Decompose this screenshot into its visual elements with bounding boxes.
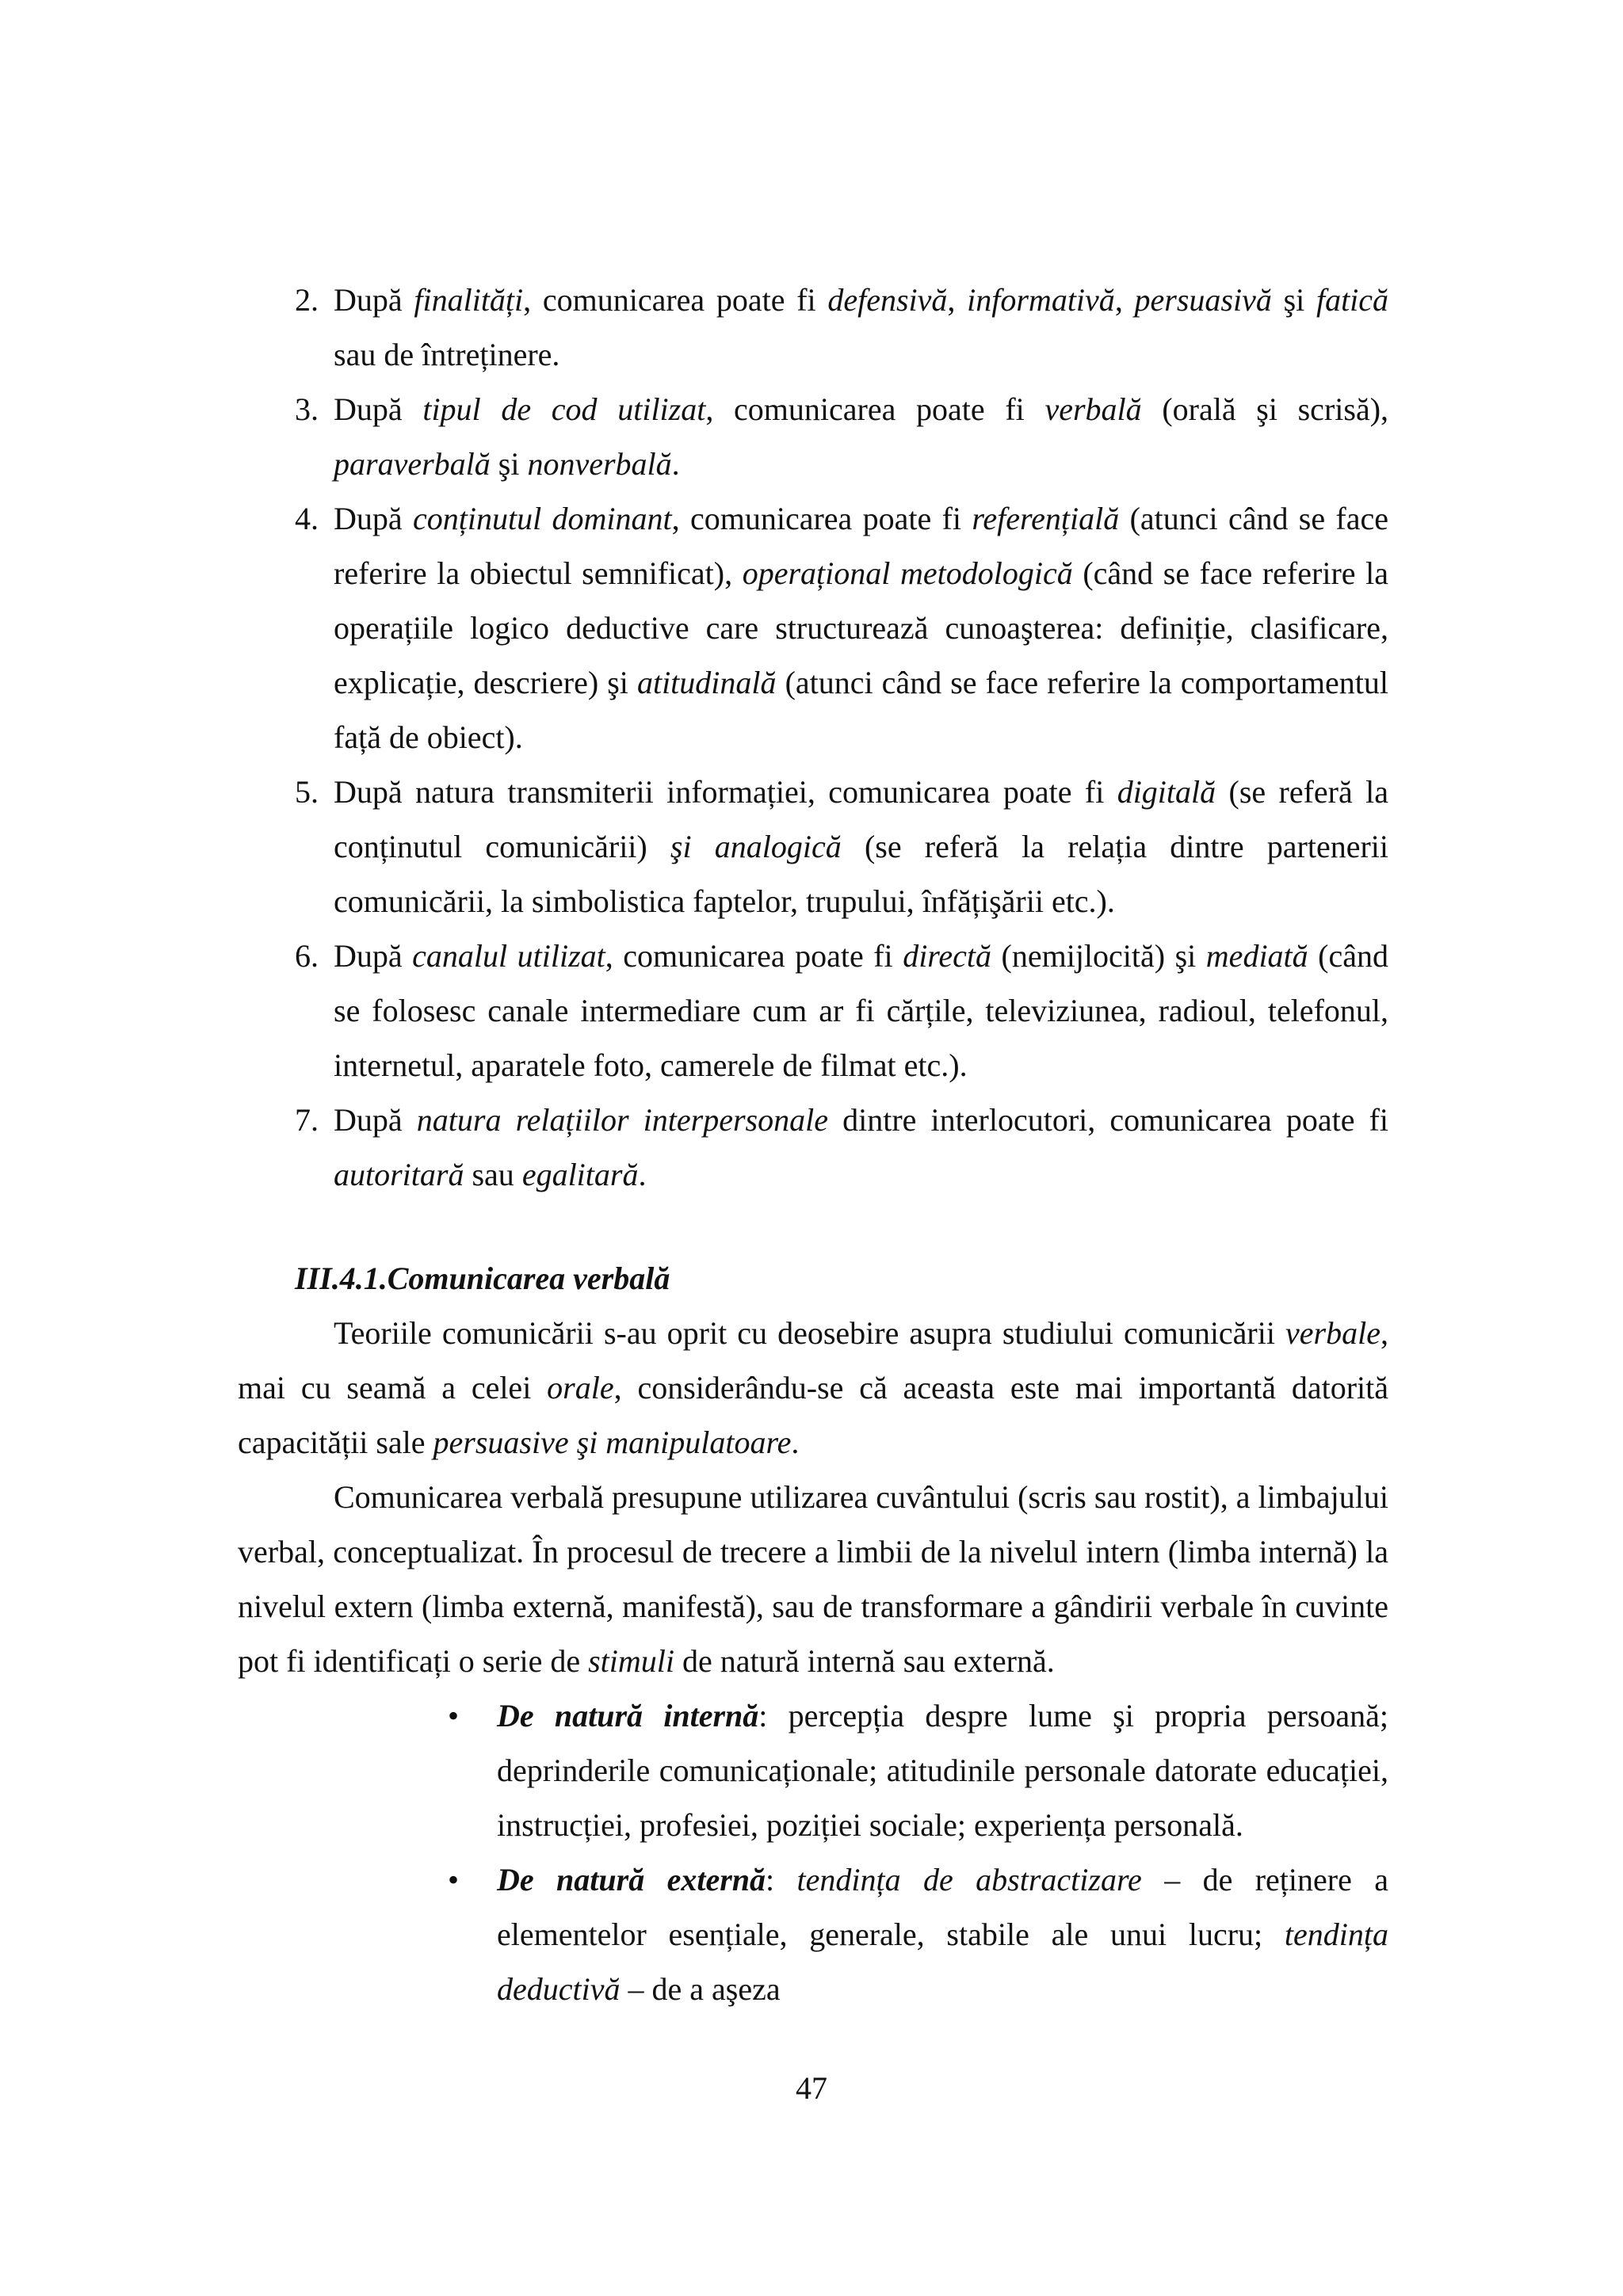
body-paragraph: Teoriile comunicării s-au oprit cu deosebire asupra studiului comunicării verbale, mai cu seamă a celei orale, considerându-se că aceasta este mai importantă datorită capacității sale persuasive şi manipulatoare. — [238, 1315, 1388, 1460]
italic-term: digitală — [1117, 774, 1216, 810]
italic-term: tendința de abstractizare — [796, 1862, 1142, 1897]
list-item-number: 6. — [295, 938, 319, 974]
list-item: 6. După canalul utilizat, comunicarea poate fi directă (nemijlocită) şi mediată (când se folosesc canale intermediare cum ar fi cărțile, televiziunea, radioul, telefonul, internetul, aparatele foto, camerele de filmat etc.). — [238, 929, 1388, 1093]
italic-term: directă — [903, 938, 992, 974]
italic-term: tipul de cod utilizat — [422, 391, 706, 427]
stimuli-bullet-list — [440, 1688, 1388, 2016]
list-item: 3. După tipul de cod utilizat, comunicarea poate fi verbală (orală şi scrisă), paraverbală şi nonverbală. — [238, 382, 1388, 491]
list-item-number: 7. — [295, 1102, 319, 1138]
list-item-number: 2. — [295, 282, 319, 318]
italic-term: stimuli — [588, 1643, 674, 1679]
italic-term: orale — [547, 1370, 614, 1405]
page-content — [238, 273, 1388, 2016]
italic-term: referențială — [972, 501, 1120, 536]
italic-term: şi analogică — [670, 829, 842, 864]
body-paragraphs — [238, 1306, 1388, 1688]
section-heading: III.4.1.Comunicarea verbală — [295, 1261, 670, 1296]
bullet-label: De natură externă — [497, 1862, 766, 1897]
list-item-number: 5. — [295, 774, 319, 810]
italic-term: finalități — [414, 282, 524, 318]
list-item-number: 4. — [295, 501, 319, 536]
list-item: 2. După finalități, comunicarea poate fi defensivă, informativă, persuasivă şi fatică sau de întreținere. — [238, 273, 1388, 382]
italic-term: autoritară — [334, 1157, 464, 1192]
italic-term: verbale — [1285, 1315, 1381, 1351]
italic-term: atitudinală — [636, 665, 777, 700]
list-item: 5. După natura transmiterii informației, comunicarea poate fi digitală (se referă la conținutul comunicării) şi analogică (se referă la relația dintre partenerii comunicării, la simbolistica faptelor, trupului, înfățişării etc.). — [238, 765, 1388, 929]
italic-term: mediată — [1205, 938, 1308, 974]
italic-term: paraverbală — [334, 446, 491, 482]
italic-term: egalitară — [521, 1157, 639, 1192]
list-item: 4. După conținutul dominant, comunicarea poate fi referențială (atunci când se face referire la obiectul semnificat), operațional metodologică (când se face referire la operațiile logico deductive care structurează cunoaşterea: definiție, clasificare, explicație, descriere) şi atitudinală (atunci când se face referire la comportamentul față de obiect). — [238, 491, 1388, 765]
italic-term: canalul utilizat — [412, 938, 605, 974]
italic-term: tendința deductivă — [497, 1917, 1388, 2007]
bullet-item: • De natură internă: percepția despre lume şi propria persoană; deprinderile comunicaționale; atitudinile personale datorate educației, instrucției, profesiei, poziției sociale; experiența personală. — [440, 1688, 1388, 1852]
italic-term: natura relațiilor interpersonale — [416, 1102, 828, 1138]
italic-term: nonverbală — [527, 446, 672, 482]
italic-term: defensivă — [827, 282, 948, 318]
classification-list — [238, 273, 1388, 1202]
italic-term: persuasivă — [1134, 282, 1272, 318]
bullet-icon: • — [448, 1698, 460, 1733]
page-number: 47 — [796, 2070, 827, 2106]
bullet-icon: • — [448, 1862, 460, 1897]
bullet-label: De natură internă — [497, 1698, 759, 1733]
italic-term: persuasive şi manipulatoare — [433, 1425, 792, 1460]
italic-term: fatică — [1316, 282, 1389, 318]
list-item-number: 3. — [295, 391, 319, 427]
italic-term: verbală — [1044, 391, 1142, 427]
italic-term: operațional metodologică — [742, 555, 1073, 591]
list-item: 7. După natura relațiilor interpersonale dintre interlocutori, comunicarea poate fi autoritară sau egalitară. — [238, 1093, 1388, 1202]
italic-term: informativă — [967, 282, 1115, 318]
body-paragraph: Comunicarea verbală presupune utilizarea cuvântului (scris sau rostit), a limbajului verbal, conceptualizat. În procesul de trecere a limbii de la nivelul intern (limba internă) la nivelul extern (limba externă, manifestă), sau de transformare a gândirii verbale în cuvinte pot fi identificați o serie de stimuli de natură internă sau externă. — [238, 1479, 1388, 1679]
bullet-item: • De natură externă: tendința de abstractizare – de reținere a elementelor esențiale, generale, stabile ale unui lucru; tendința deductivă – de a aşeza — [440, 1852, 1388, 2016]
italic-term: conținutul dominant — [412, 501, 672, 536]
